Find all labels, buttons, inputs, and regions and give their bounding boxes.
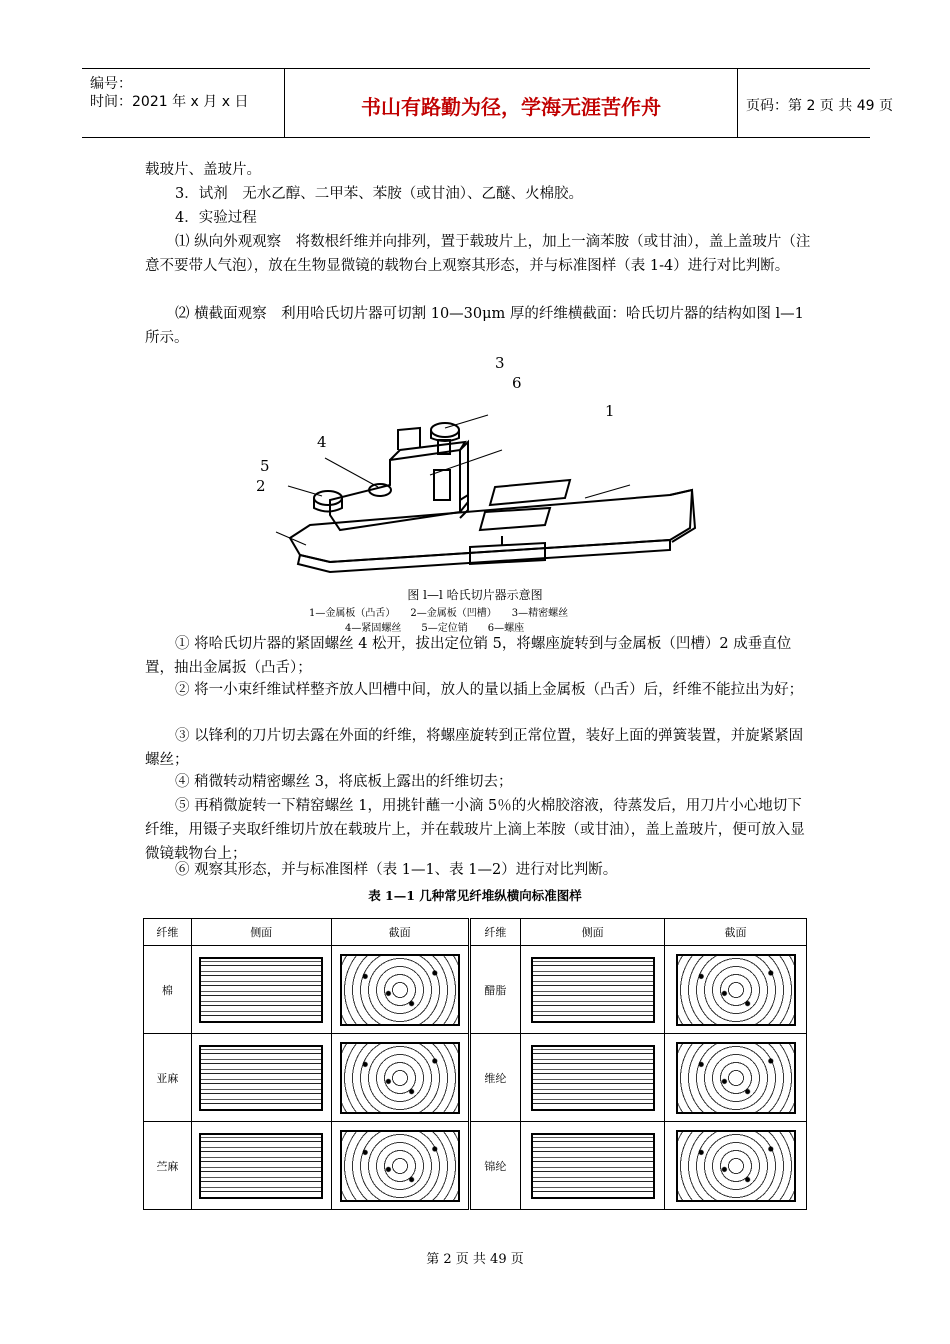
number-label: 编号：: [90, 76, 132, 92]
figure-label-6: 6: [512, 374, 522, 392]
header-side-2: 侧面: [521, 919, 665, 946]
step-4: ④ 稍微转动精密螺丝 3，将底板上露出的纤维切去；: [175, 774, 513, 790]
step-2: ② 将一小束纤维试样整齐放人凹槽中间，放人的量以插上金属板（凸舌）后，纤维不能拉出为好；: [175, 682, 804, 698]
table-row: [144, 1034, 807, 1122]
figure-label-1: 1: [605, 402, 615, 420]
nylon-side-image: [531, 1133, 655, 1199]
section-image: [665, 1034, 807, 1122]
cotton-section-image: [340, 954, 460, 1026]
side-image: [191, 1034, 331, 1122]
header-side: 侧面: [191, 919, 331, 946]
paragraph-longitudinal: ⑴ 纵向外观观察 将数根纤维并向排列，置于载玻片上，加上一滴苯胺（或甘油），盖上盖玻片（注意不要带人气泡），放在生物显微镜的载物台上观察其形态，并与标准图样（表 1-4）进行对比判断。: [145, 234, 811, 274]
header-left-cell: [82, 69, 284, 137]
step-5: ⑤ 再稍微旋转一下精窑螺丝 1，用挑针蘸一小滴 5％的火棉胶溶液，待蒸发后，用刀片小心地切下纤维，用镊子夹取纤维切片放在载玻片上，并在载玻片上滴上苯胺（或甘油），盖上盖玻片，便可放入显微镜载物台上；: [145, 798, 805, 862]
vinylon-side-image: [531, 1045, 655, 1111]
ramie-section-image: [340, 1130, 460, 1202]
figure-caption: 图 l—l 哈氏切片器示意图: [407, 588, 543, 602]
table-title: 表 1—1 几种常见纤堆纵横向标准图样: [368, 888, 582, 903]
fiber-name: 亚麻: [144, 1034, 192, 1122]
flax-section-image: [340, 1042, 460, 1114]
header-section: 截面: [331, 919, 469, 946]
motto-text: 书山有路勤为径，学海无涯苦作舟: [361, 95, 661, 119]
table-row: [144, 946, 807, 1034]
table-header-row: [144, 919, 807, 946]
section-image: [331, 1122, 469, 1210]
section-image: [665, 946, 807, 1034]
figure-legend-line-1: 1—金属板（凸舌） 2—金属板（凹槽） 3—精密螺丝: [309, 608, 569, 619]
hardy-microtome-figure: [240, 350, 710, 590]
flax-side-image: [199, 1045, 323, 1111]
figure-label-5: 5: [260, 457, 270, 475]
fiber-name: 锦纶: [469, 1122, 521, 1210]
figure-label-3: 3: [495, 354, 505, 372]
ramie-side-image: [199, 1133, 323, 1199]
paragraph-0: 载玻片、盖玻片。: [145, 162, 261, 178]
section-image: [665, 1122, 807, 1210]
paragraph-procedure-title: 4．实验过程: [175, 210, 257, 226]
fiber-name: 苎麻: [144, 1122, 192, 1210]
nylon-section-image: [676, 1130, 796, 1202]
fiber-name: 醋脂: [469, 946, 521, 1034]
date-line: 时间：2021 年 x 月 x 日: [90, 94, 249, 110]
page-header: [82, 68, 893, 138]
figure-legend-line-2: 4—紧固螺丝 5—定位销 6—螺座: [345, 623, 525, 634]
side-image: [521, 1034, 665, 1122]
fiber-name: 棉: [144, 946, 192, 1034]
header-fiber: 纤维: [144, 919, 192, 946]
header-section-2: 截面: [665, 919, 807, 946]
side-image: [521, 1122, 665, 1210]
acetate-section-image: [676, 954, 796, 1026]
paragraph-cross-section: ⑵ 横截面观察 利用哈氏切片器可切割 10—30μm 厚的纤维横截面：哈氏切片器的结构如图 l—1 所示。: [145, 306, 804, 346]
vinylon-section-image: [676, 1042, 796, 1114]
header-motto-cell: [284, 69, 738, 137]
figure-label-4: 4: [317, 433, 327, 451]
page-info: 页码：第 2 页 共 49 页: [746, 98, 893, 114]
section-image: [331, 1034, 469, 1122]
header-fiber-2: 纤维: [469, 919, 521, 946]
paragraph-reagents: 3．试剂 无水乙醇、二甲苯、苯胺（或甘油）、乙醚、火棉胶。: [175, 186, 583, 202]
header-page-cell: [736, 69, 893, 137]
step-6: ⑥ 观察其形态，并与标准图样（表 1—1、表 1—2）进行对比判断。: [175, 862, 618, 878]
side-image: [191, 946, 331, 1034]
section-image: [331, 946, 469, 1034]
table-row: [144, 1122, 807, 1210]
acetate-side-image: [531, 957, 655, 1023]
side-image: [521, 946, 665, 1034]
cotton-side-image: [199, 957, 323, 1023]
page-footer: 第 2 页 共 49 页: [426, 1252, 524, 1267]
fiber-name: 维纶: [469, 1034, 521, 1122]
side-image: [191, 1122, 331, 1210]
figure-label-2: 2: [256, 477, 266, 495]
step-1: ① 将哈氏切片器的紧固螺丝 4 松开，拔出定位销 5，将螺座旋转到与金属板（凹槽）2 成垂直位置，抽出金属扳（凸舌）；: [145, 636, 792, 676]
step-3: ③ 以锋利的刀片切去露在外面的纤维，将螺座旋转到正常位置，装好上面的弹簧装置，并旋紧紧固螺丝；: [145, 728, 804, 768]
fiber-standard-table: [143, 918, 807, 1210]
